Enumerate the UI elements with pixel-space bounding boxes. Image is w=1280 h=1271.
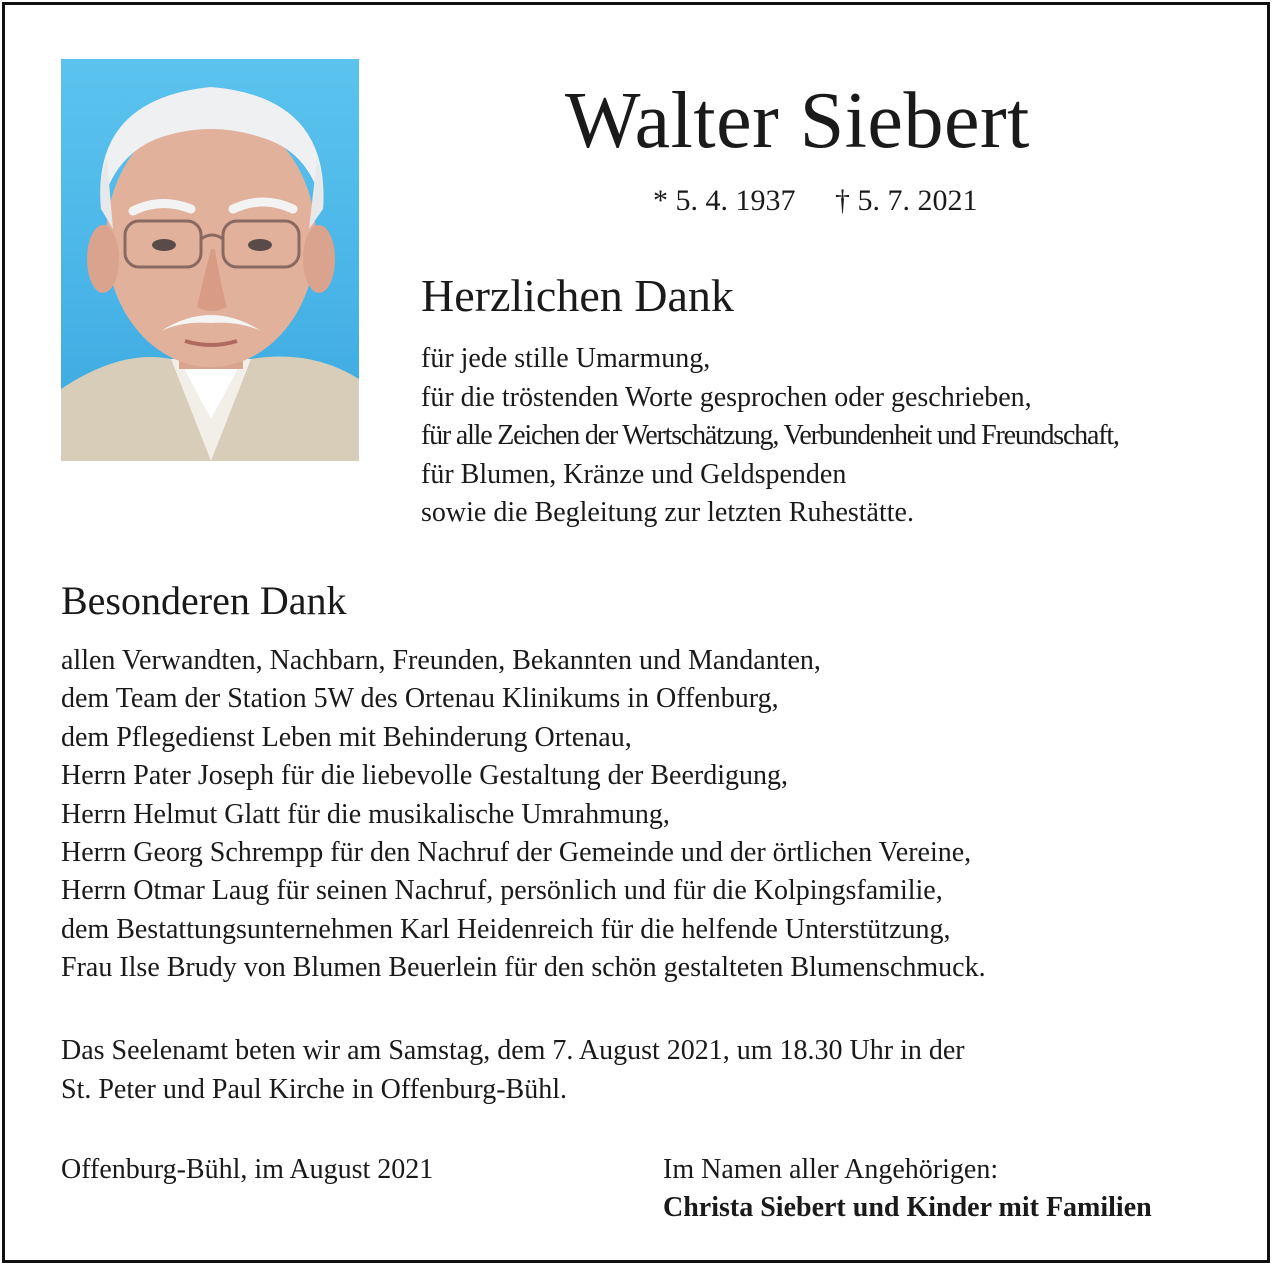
memorial-mass-notice: [61, 1032, 965, 1109]
portrait-icon: [61, 59, 359, 461]
deceased-name: Walter Siebert: [565, 77, 1030, 165]
special-thanks-line: Herrn Pater Joseph für die liebevolle Gestaltung der Beerdigung,: [61, 760, 789, 792]
thanks-line: für die tröstenden Worte gesprochen oder geschrieben,: [421, 381, 1032, 413]
special-thanks-line: dem Pflegedienst Leben mit Behinderung Ortenau,: [61, 721, 632, 753]
special-thanks-line: Herrn Georg Schrempp für den Nachruf der Gemeinde und der örtlichen Vereine,: [61, 837, 972, 869]
thanks-line: für jede stille Umarmung,: [421, 343, 711, 374]
thanks-heading: Herzlichen Dank: [421, 270, 734, 321]
on-behalf-text: Im Namen aller Angehörigen:: [663, 1154, 999, 1185]
special-thanks-heading: Besonderen Dank: [61, 578, 347, 623]
special-thanks-line: Herrn Otmar Laug für seinen Nachruf, persönlich und für die Kolpingsfamilie,: [61, 875, 943, 907]
signature-block: [663, 1151, 1152, 1227]
special-thanks-line: allen Verwandten, Nachbarn, Freunden, Bekannten und Mandanten,: [61, 645, 821, 676]
death-date: † 5. 7. 2021: [835, 184, 978, 217]
thanks-line: für alle Zeichen der Wertschätzung, Verbundenheit und Freundschaft,: [421, 420, 1119, 451]
thanks-line: für Blumen, Kränze und Geldspenden: [421, 458, 847, 490]
place-and-date: Offenburg-Bühl, im August 2021: [61, 1154, 434, 1185]
life-dates: [653, 181, 978, 221]
signatories: Christa Siebert und Kinder mit Familien: [663, 1192, 1152, 1223]
mass-line: St. Peter und Paul Kirche in Offenburg-Bühl.: [61, 1073, 568, 1105]
mass-line: Das Seelenamt beten wir am Samstag, dem 7. August 2021, um 18.30 Uhr in der: [61, 1035, 965, 1066]
birth-date: * 5. 4. 1937: [653, 184, 796, 217]
special-thanks-line: dem Bestattungsunternehmen Karl Heidenreich für die helfende Unterstützung,: [61, 913, 951, 945]
obituary-frame: [2, 2, 1270, 1263]
special-thanks-line: Herrn Helmut Glatt für die musikalische Umrahmung,: [61, 798, 670, 830]
portrait-photo: [61, 59, 359, 461]
special-thanks-list: [61, 642, 986, 988]
special-thanks-line: Frau Ilse Brudy von Blumen Beuerlein für den schön gestalteten Blumenschmuck.: [61, 952, 986, 984]
thanks-line: sowie die Begleitung zur letzten Ruhestätte.: [421, 497, 914, 528]
special-thanks-line: dem Team der Station 5W des Ortenau Klinikums in Offenburg,: [61, 683, 779, 715]
thanks-list: [421, 340, 1119, 533]
